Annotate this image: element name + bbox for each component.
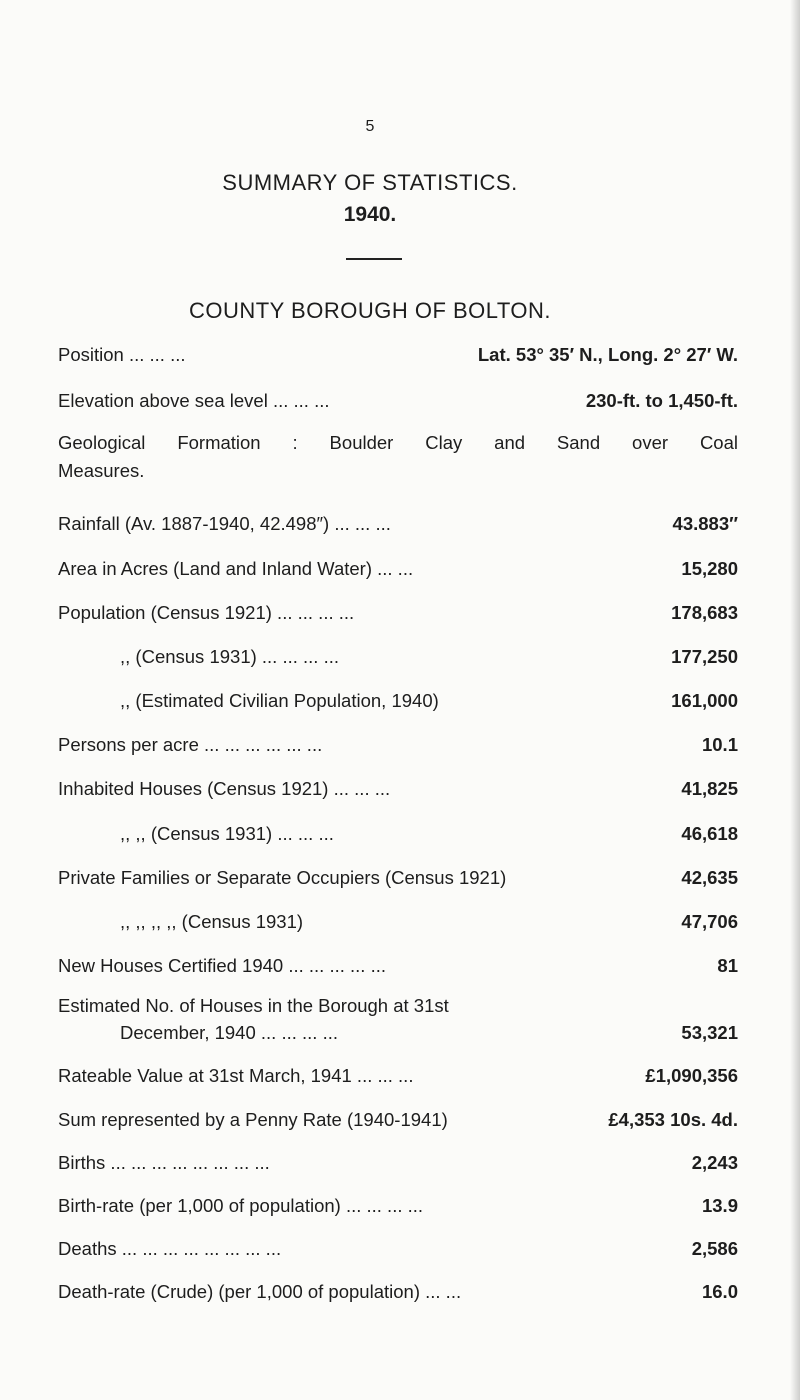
persons-per-acre-value: 10.1 <box>701 734 738 755</box>
geological-line-1: Geological Formation : Boulder Clay and Sand over Coal <box>58 432 738 453</box>
population-1940-label: ,, (Estimated Civilian Population, 1940) <box>120 690 439 711</box>
houses-1921-label: Inhabited Houses (Census 1921) ... ... ... <box>58 778 391 799</box>
population-1921-label: Population (Census 1921) ... ... ... ... <box>58 602 355 623</box>
new-houses-value: 81 <box>717 955 738 976</box>
families-1931-label: ,, ,, ,, ,, (Census 1931) <box>120 911 304 932</box>
estimated-houses-label-1: Estimated No. of Houses in the Borough at 31st <box>58 995 449 1016</box>
borough-heading: COUNTY BOROUGH OF BOLTON. <box>188 298 552 323</box>
geological-line-2-text: Measures. <box>58 460 145 481</box>
geological-line-2 <box>58 458 738 485</box>
penny-rate-label: Sum represented by a Penny Rate (1940-1941) <box>58 1109 448 1130</box>
death-rate-label: Death-rate (Crude) (per 1,000 of population) ... ... <box>58 1281 462 1302</box>
birth-rate-value: 13.9 <box>701 1195 738 1216</box>
deaths-label: Deaths ... ... ... ... ... ... ... ... <box>58 1238 282 1259</box>
houses-1921-value: 41,825 <box>681 778 738 799</box>
rainfall-label: Rainfall (Av. 1887-1940, 42.498″) ... ... ... <box>58 513 391 534</box>
title-divider <box>346 258 402 260</box>
houses-1931-value: 46,618 <box>681 823 738 844</box>
elevation-label: Elevation above sea level ... ... ... <box>58 390 330 411</box>
persons-per-acre-label: Persons per acre ... ... ... ... ... ... <box>58 734 323 755</box>
families-1931-value: 47,706 <box>681 911 738 932</box>
births-label: Births ... ... ... ... ... ... ... ... <box>58 1152 270 1173</box>
estimated-houses-value: 53,321 <box>681 1022 738 1043</box>
death-rate-value: 16.0 <box>701 1281 738 1302</box>
families-1921-value: 42,635 <box>681 867 738 888</box>
position-value: Lat. 53° 35′ N., Long. 2° 27′ W. <box>477 344 738 365</box>
population-1940-value: 161,000 <box>671 690 738 711</box>
houses-1931-label: ,, ,, (Census 1931) ... ... ... <box>120 823 334 844</box>
penny-rate-value: £4,353 10s. 4d. <box>608 1109 738 1130</box>
birth-rate-label: Birth-rate (per 1,000 of population) ... ... ... ... <box>58 1195 424 1216</box>
families-1921-label: Private Families or Separate Occupiers (Census 1921) <box>58 867 507 888</box>
deaths-value: 2,586 <box>691 1238 738 1259</box>
rateable-value-label: Rateable Value at 31st March, 1941 ... ... ... <box>58 1065 414 1086</box>
population-1931-value: 177,250 <box>671 646 738 667</box>
population-1931-label: ,, (Census 1931) ... ... ... ... <box>120 646 340 667</box>
elevation-value: 230-ft. to 1,450-ft. <box>585 390 738 411</box>
rainfall-value: 43.883″ <box>672 513 738 534</box>
estimated-houses-label-2: December, 1940 ... ... ... ... <box>120 1022 338 1043</box>
new-houses-label: New Houses Certified 1940 ... ... ... ... ... <box>58 955 386 976</box>
page-title: SUMMARY OF STATISTICS. <box>222 170 518 195</box>
page-number: 5 <box>365 118 375 135</box>
position-label: Position ... ... ... <box>58 344 186 365</box>
area-label: Area in Acres (Land and Inland Water) ... ... <box>58 558 414 579</box>
page-edge-shadow <box>790 0 800 1400</box>
births-value: 2,243 <box>691 1152 738 1173</box>
population-1921-value: 178,683 <box>671 602 738 623</box>
area-value: 15,280 <box>681 558 738 579</box>
rateable-value-value: £1,090,356 <box>645 1065 738 1086</box>
page-year: 1940. <box>343 203 397 226</box>
